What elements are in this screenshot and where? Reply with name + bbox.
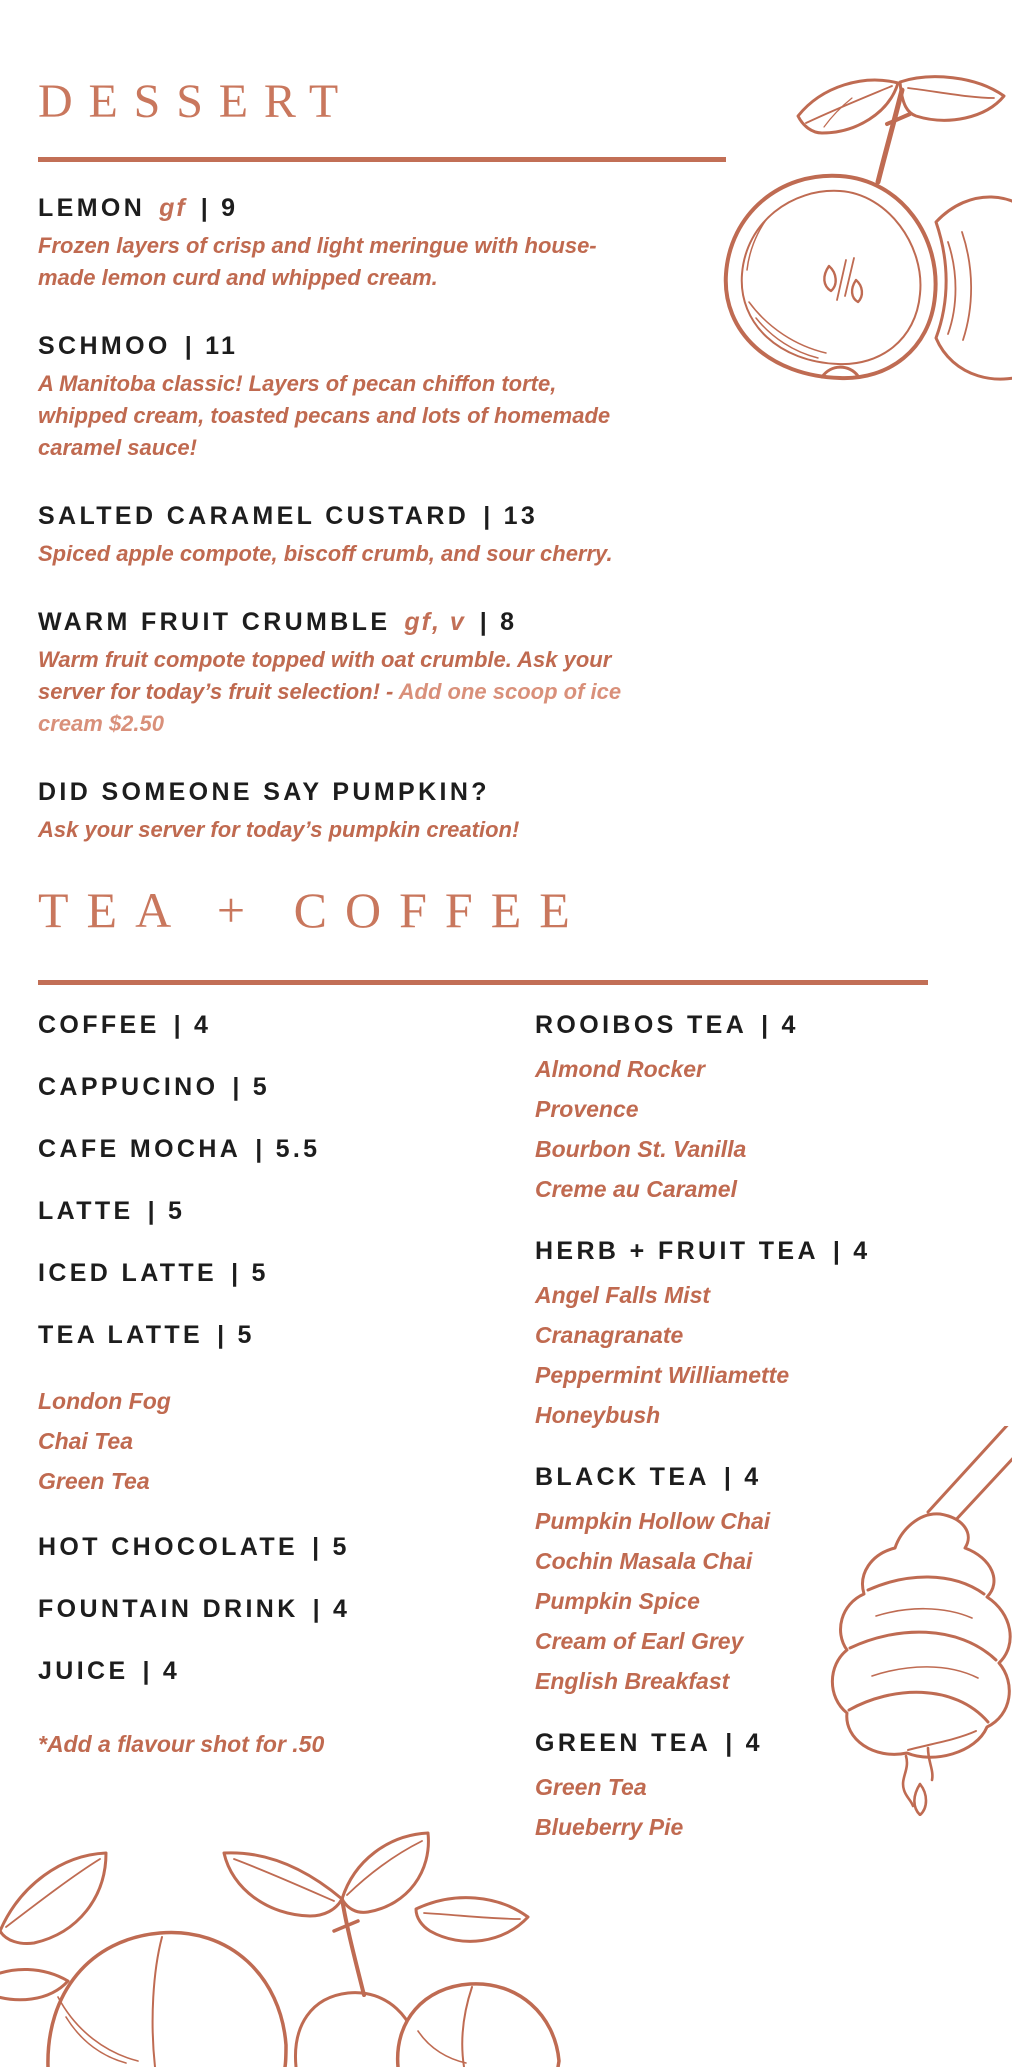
drink-price: 5: [332, 1532, 350, 1561]
item-diet-tags: gf, v: [404, 608, 466, 637]
item-heading: [38, 330, 1012, 362]
tea-latte-flavour-list: [38, 1381, 535, 1501]
menu-page: [0, 74, 1012, 2063]
price-separator: |: [184, 332, 196, 361]
item-name: WARM FRUIT CRUMBLE: [38, 608, 391, 637]
tea-variety: Angel Falls Mist: [535, 1281, 711, 1308]
item-diet-tags: gf: [159, 194, 187, 223]
tea-variety: Green Tea: [535, 1773, 647, 1800]
drink-item-cappucino: [38, 1071, 535, 1103]
tea-variety: Cranagranate: [535, 1321, 684, 1348]
price-separator: |: [232, 1072, 243, 1101]
drink-name: CAFE MOCHA: [38, 1134, 242, 1163]
drink-price: 5: [237, 1320, 255, 1349]
tea-coffee-right-column: [535, 1009, 1012, 1873]
price-separator: |: [217, 1320, 228, 1349]
category-price: 4: [744, 1462, 762, 1491]
category-heading: [535, 1235, 1012, 1267]
price-separator: |: [312, 1594, 324, 1623]
price-separator: |: [231, 1258, 242, 1287]
item-price: 13: [503, 502, 539, 531]
drink-price: 5.5: [275, 1134, 321, 1163]
tea-variety: Almond Rocker: [535, 1055, 705, 1082]
item-description: Ask your server for today’s pumpkin creation!: [38, 817, 520, 843]
price-separator: |: [723, 1462, 735, 1491]
flavour-item: Green Tea: [38, 1467, 150, 1494]
menu-item-pumpkin: [38, 776, 1012, 846]
tea-category-rooibos: [535, 1009, 1012, 1209]
drink-name: JUICE: [38, 1656, 129, 1685]
drink-name: LATTE: [38, 1196, 134, 1225]
drink-item-juice: [38, 1655, 535, 1687]
drink-item-hot-chocolate: [38, 1531, 535, 1563]
tea-variety: Bourbon St. Vanilla: [535, 1135, 747, 1162]
dessert-section-title: DESSERT: [38, 75, 355, 128]
tea-variety: Provence: [535, 1095, 639, 1122]
price-separator: |: [761, 1010, 772, 1039]
item-heading: [38, 606, 1012, 638]
tea-category-green: [535, 1727, 1012, 1847]
menu-item-schmoo: [38, 330, 1012, 464]
price-separator: |: [479, 608, 491, 637]
menu-item-salted-caramel-custard: [38, 500, 1012, 570]
category-heading: [535, 1727, 1012, 1759]
item-price: 8: [500, 608, 518, 637]
category-price: 4: [745, 1728, 763, 1757]
category-price: 4: [853, 1236, 871, 1265]
item-name: SCHMOO: [38, 332, 171, 361]
category-name: ROOIBOS TEA: [535, 1010, 748, 1039]
tea-variety: Creme au Caramel: [535, 1175, 737, 1202]
price-separator: |: [142, 1656, 153, 1685]
tea-variety: English Breakfast: [535, 1667, 730, 1694]
drink-name: ICED LATTE: [38, 1258, 218, 1287]
tea-variety: Cochin Masala Chai: [535, 1547, 753, 1574]
tea-variety: Blueberry Pie: [535, 1813, 684, 1840]
drink-item-fountain-drink: [38, 1593, 535, 1625]
drink-item-cafe-mocha: [38, 1133, 535, 1165]
tea-variety: Peppermint Williamette: [535, 1361, 790, 1388]
tea-variety: Pumpkin Hollow Chai: [535, 1507, 771, 1534]
drink-name: CAPPUCINO: [38, 1072, 219, 1101]
item-price: 11: [205, 332, 239, 361]
tea-variety: Pumpkin Spice: [535, 1587, 700, 1614]
category-heading: [535, 1461, 1012, 1493]
drink-price: 5: [252, 1072, 271, 1101]
flavour-shot-note: *Add a flavour shot for .50: [38, 1730, 325, 1757]
item-heading: [38, 192, 1012, 224]
price-separator: |: [832, 1236, 844, 1265]
price-separator: |: [725, 1728, 736, 1757]
dessert-item-list: [38, 192, 1012, 846]
drink-name: COFFEE: [38, 1010, 160, 1039]
drink-item-latte: [38, 1195, 535, 1227]
drink-price: 4: [194, 1010, 212, 1039]
tea-variety: Cream of Earl Grey: [535, 1627, 744, 1654]
tea-coffee-section-title: TEA + COFFEE: [38, 882, 588, 939]
price-separator: |: [200, 194, 212, 223]
tea-coffee-columns: [38, 1009, 1012, 1873]
drink-price: 5: [167, 1196, 186, 1225]
category-heading: [535, 1009, 1012, 1041]
drink-name: HOT CHOCOLATE: [38, 1532, 299, 1561]
item-name: DID SOMEONE SAY PUMPKIN?: [38, 778, 490, 807]
item-price: 9: [221, 194, 239, 223]
item-name: LEMON: [38, 194, 146, 223]
tea-coffee-left-column: [38, 1009, 535, 1873]
price-separator: |: [312, 1532, 323, 1561]
item-heading: [38, 776, 1012, 808]
category-name: GREEN TEA: [535, 1728, 712, 1757]
tea-variety: Honeybush: [535, 1401, 661, 1428]
flavour-item: Chai Tea: [38, 1427, 134, 1454]
item-heading: [38, 500, 1012, 532]
price-separator: |: [147, 1196, 158, 1225]
item-description: Spiced apple compote, biscoff crumb, and sour cherry.: [38, 541, 613, 567]
tea-coffee-divider: [38, 980, 928, 985]
category-name: BLACK TEA: [535, 1462, 710, 1491]
item-name: SALTED CARAMEL CUSTARD: [38, 502, 470, 531]
drink-price: 4: [162, 1656, 181, 1685]
tea-category-black: [535, 1461, 1012, 1701]
price-separator: |: [483, 502, 494, 531]
item-description: Frozen layers of crisp and light meringue with house-made lemon curd and whipped cream.: [38, 233, 597, 291]
category-price: 4: [781, 1010, 799, 1039]
menu-item-lemon: [38, 192, 1012, 294]
drink-item-coffee: [38, 1009, 535, 1041]
category-name: HERB + FRUIT TEA: [535, 1236, 819, 1265]
item-description-addon: Add one scoop of ice cream $2.50: [38, 679, 622, 737]
menu-item-warm-fruit-crumble: [38, 606, 1012, 740]
drink-price: 4: [333, 1594, 351, 1623]
dessert-divider: [38, 157, 726, 162]
item-description: A Manitoba classic! Layers of pecan chiffon torte, whipped cream, toasted pecans and lots of homemade caramel sauce!: [38, 371, 611, 461]
drink-item-tea-latte: [38, 1319, 535, 1351]
menu-content: [0, 74, 1012, 1873]
item-description-text: Warm fruit compote topped with oat crumble. Ask your server for today’s fruit selection! -: [38, 647, 612, 705]
drink-price: 5: [251, 1258, 269, 1287]
flavour-item: London Fog: [38, 1387, 171, 1414]
tea-category-herb-fruit: [535, 1235, 1012, 1435]
drink-name: TEA LATTE: [38, 1320, 204, 1349]
price-separator: |: [255, 1134, 266, 1163]
drink-item-iced-latte: [38, 1257, 535, 1289]
drink-name: FOUNTAIN DRINK: [38, 1594, 299, 1623]
item-description: [38, 644, 650, 740]
price-separator: |: [173, 1010, 185, 1039]
